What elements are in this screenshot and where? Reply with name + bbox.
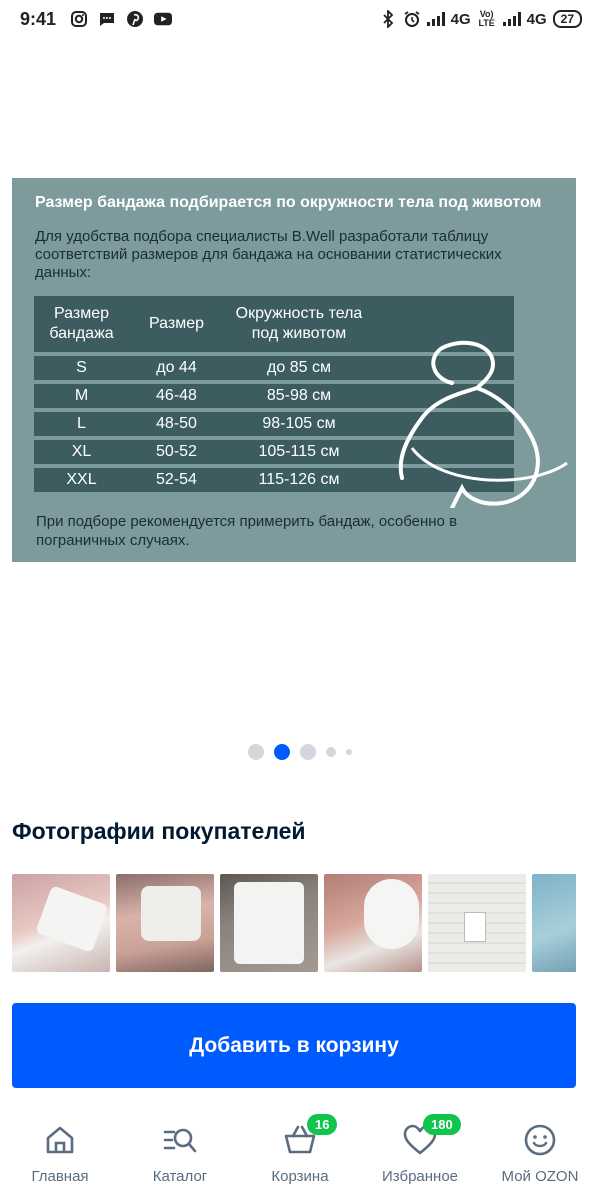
bluetooth-icon [379,10,397,28]
status-time: 9:41 [20,8,57,29]
customer-photo[interactable] [12,874,110,972]
nav-item-cart[interactable] [245,1110,355,1199]
battery-level: 27 [560,12,574,26]
pinterest-icon [126,10,144,28]
nav-item-my-ozon[interactable] [485,1110,595,1199]
product-image[interactable] [12,178,576,562]
table-cell: 98-105 см [262,415,336,432]
nav-label: Главная [31,1168,89,1185]
size-guide-intro: Для удобства подбора специалисты B.Well разработали таблицу соответствий размеров для бандажа на основании статистических данных: [35,228,502,281]
favorites-badge: 180 [423,1114,461,1135]
table-cell: 52-54 [156,471,197,488]
table-cell: 115-126 см [258,471,340,488]
alarm-icon [403,10,421,28]
table-cell: 105-115 см [258,443,340,460]
table-cell: L [77,415,86,432]
message-icon [98,10,116,28]
size-guide-note: При подборе рекомендуется примерить бандаж, особенно в пограничных случаях. [36,513,458,549]
cart-badge: 16 [307,1114,337,1135]
nav-item-home[interactable] [5,1110,115,1199]
nav-item-favorites[interactable] [365,1110,475,1199]
add-to-cart-button[interactable]: Добавить в корзину [12,1003,576,1088]
catalog-search-icon [162,1122,198,1158]
header-cell: Окружность тела под животом [235,305,363,342]
carousel-pagination [0,744,600,760]
customer-photo[interactable] [324,874,422,972]
table-cell: до 44 [156,359,197,376]
table-cell: 50-52 [156,443,197,460]
table-cell: 85-98 см [266,387,332,404]
youtube-icon [154,10,172,28]
nav-label: Мой OZON [501,1168,579,1185]
profile-smile-icon [522,1122,558,1158]
table-cell: 46-48 [156,387,197,404]
header-cell: Размер бандажа [49,305,114,342]
carousel-dot[interactable] [248,744,264,760]
volte-label: Vo) LTE [478,9,495,28]
customer-photo[interactable] [428,874,526,972]
table-cell: M [74,387,89,404]
table-cell: до 85 см [267,359,331,376]
customer-photo[interactable] [116,874,214,972]
customer-photos-title: Фотографии покупателей [12,818,306,844]
instagram-icon [70,10,88,28]
network-label-2: 4G [526,10,547,28]
table-cell: XXL [66,471,97,488]
carousel-dot[interactable] [326,747,336,757]
nav-label: Избранное [381,1168,459,1185]
home-icon [42,1122,78,1158]
header-cell: Размер [149,315,204,332]
network-label: 4G [450,10,471,28]
signal-icon [427,12,445,26]
carousel-dot-active[interactable] [274,744,290,760]
carousel-dot[interactable] [346,749,352,755]
nav-item-catalog[interactable] [125,1110,235,1199]
nav-label: Каталог [152,1168,208,1185]
customer-photo[interactable] [532,874,576,972]
carousel-dot[interactable] [300,744,316,760]
customer-photos-strip[interactable] [12,874,576,972]
pregnant-silhouette-icon [382,338,572,508]
table-cell: 48-50 [156,415,197,432]
table-cell: XL [71,443,92,460]
table-cell: S [76,359,87,376]
status-bar [0,0,600,38]
customer-photo[interactable] [220,874,318,972]
signal-icon-2 [503,12,521,26]
nav-label: Корзина [271,1168,329,1185]
size-guide-title: Размер бандажа подбирается по окружности тела под животом [35,194,542,211]
bottom-navigation [0,1110,600,1199]
battery-icon [553,10,582,28]
